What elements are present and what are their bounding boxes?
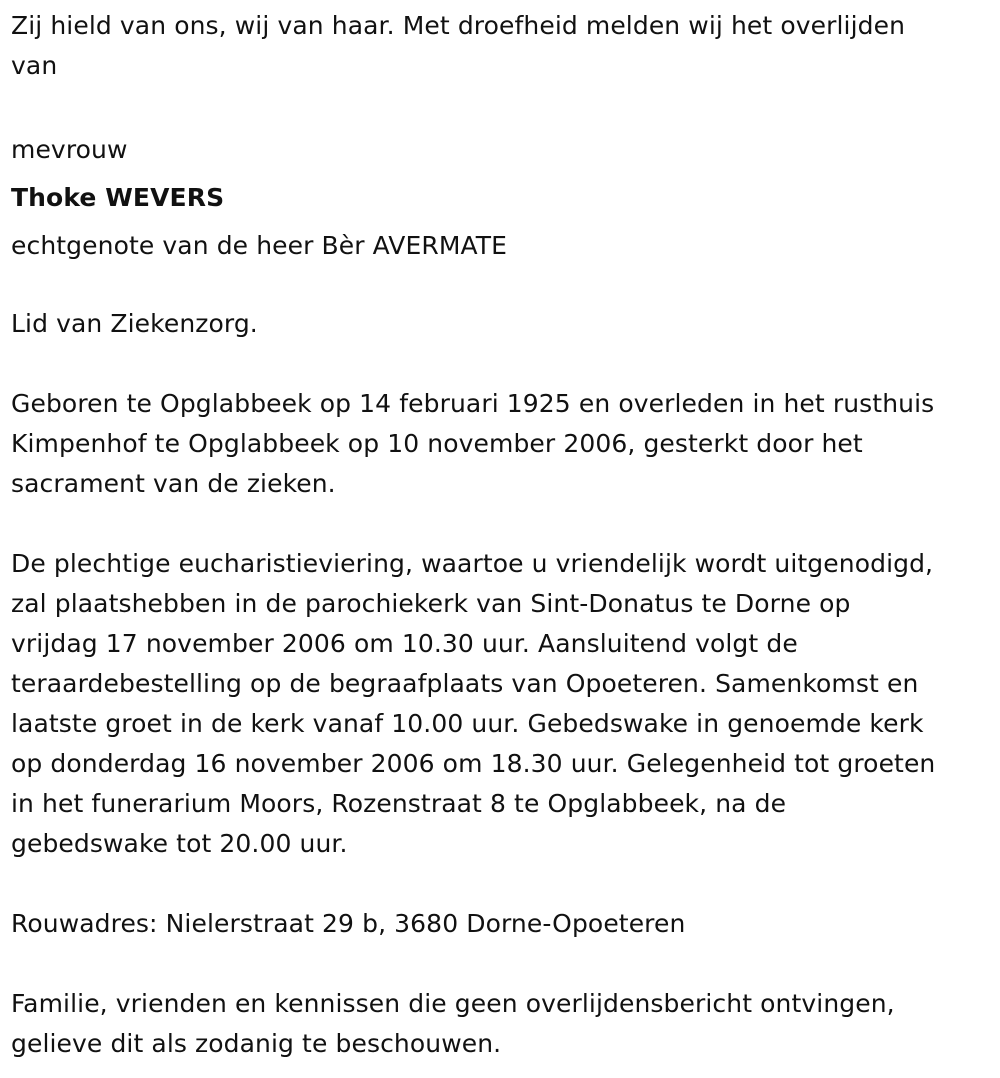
ceremony-line: vrijdag 17 november 2006 om 10.30 uur. Aansluitend volgt de — [11, 629, 798, 658]
ceremony-line: in het funerarium Moors, Rozenstraat 8 te Opglabbeek, na de — [11, 789, 787, 818]
closing-line: gelieve dit als zodanig te beschouwen. — [11, 1029, 502, 1058]
birth-death-line: Geboren te Opglabbeek op 14 februari 1925 en overleden in het rusthuis — [11, 389, 935, 418]
closing-paragraph — [11, 984, 1000, 1064]
closing-line: Familie, vrienden en kennissen die geen overlijdensbericht ontvingen, — [11, 989, 895, 1018]
deceased-title: mevrouw — [11, 135, 128, 164]
birth-death-line: Kimpenhof te Opglabbeek op 10 november 2006, gesterkt door het — [11, 429, 863, 458]
address-paragraph — [11, 904, 1000, 944]
birth-death-paragraph — [11, 384, 1000, 504]
intro-paragraph — [11, 6, 1000, 86]
membership-line: Lid van Ziekenzorg. — [11, 309, 258, 338]
ceremony-line: op donderdag 16 november 2006 om 18.30 uur. Gelegenheid tot groeten — [11, 749, 936, 778]
membership-paragraph — [11, 304, 1000, 344]
ceremony-line: gebedswake tot 20.00 uur. — [11, 829, 348, 858]
spouse-line: echtgenote van de heer Bèr AVERMATE — [11, 231, 508, 260]
intro-line: Zij hield van ons, wij van haar. Met droefheid melden wij het overlijden — [11, 11, 906, 40]
ceremony-line: laatste groet in de kerk vanaf 10.00 uur. Gebedswake in genoemde kerk — [11, 709, 924, 738]
ceremony-line: zal plaatshebben in de parochiekerk van Sint-Donatus te Dorne op — [11, 589, 851, 618]
deceased-name: Thoke WEVERS — [11, 183, 225, 212]
mourning-address: Rouwadres: Nielerstraat 29 b, 3680 Dorne-Opoeteren — [11, 909, 686, 938]
ceremony-line: De plechtige eucharistieviering, waartoe u vriendelijk wordt uitgenodigd, — [11, 549, 934, 578]
deceased-block — [11, 126, 1000, 270]
birth-death-line: sacrament van de zieken. — [11, 469, 336, 498]
ceremony-line: teraardebestelling op de begraafplaats van Opoeteren. Samenkomst en — [11, 669, 919, 698]
ceremony-paragraph — [11, 544, 1000, 864]
intro-line: van — [11, 51, 58, 80]
